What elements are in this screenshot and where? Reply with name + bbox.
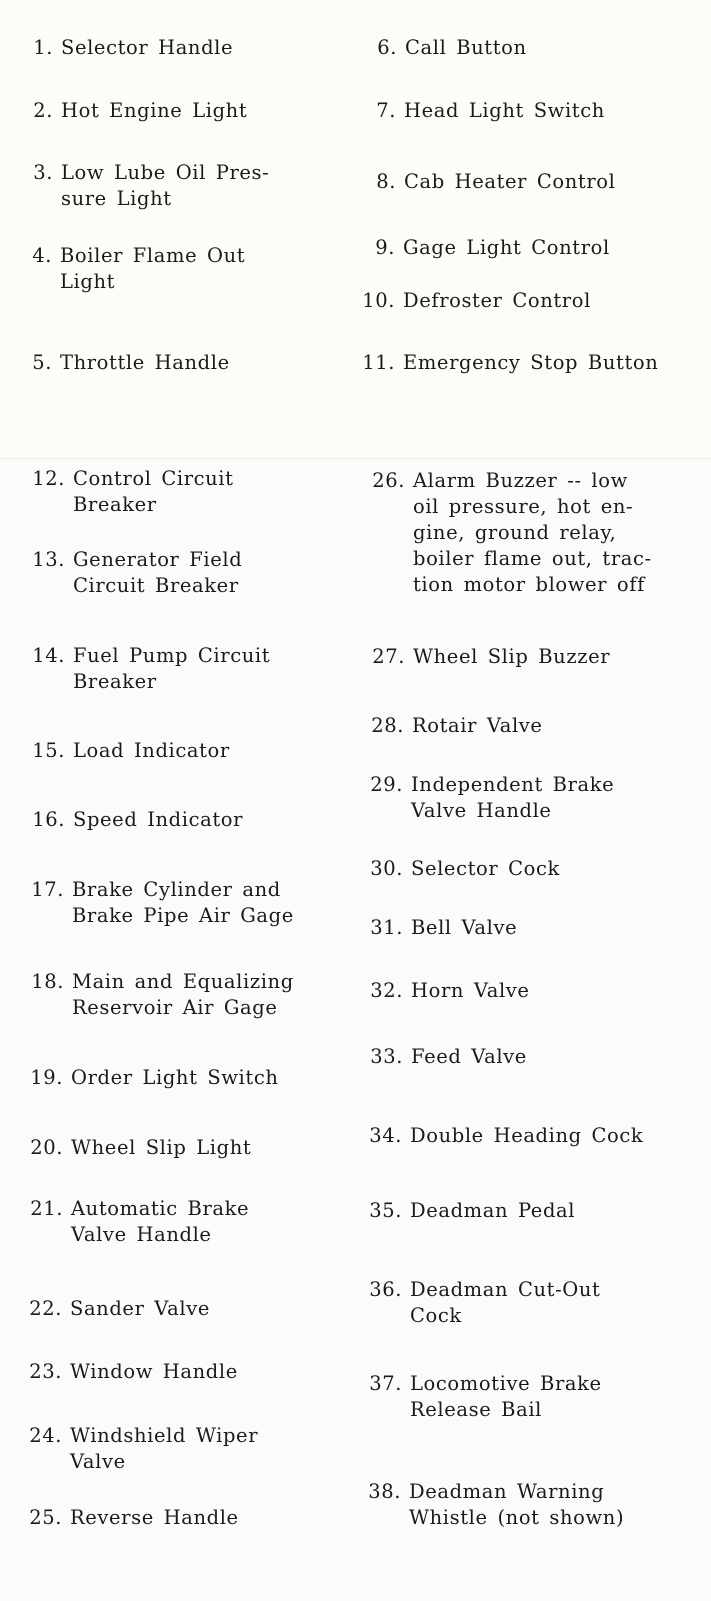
item-label — [72, 969, 294, 1021]
item-label — [73, 807, 243, 833]
legend-item-3 — [33, 160, 270, 212]
item-label-line: Wheel Slip Buzzer — [413, 645, 611, 668]
legend-item-28 — [371, 713, 543, 739]
legend-item-11 — [362, 350, 659, 376]
legend-item-22 — [29, 1296, 210, 1322]
legend-item-12 — [32, 466, 234, 518]
item-label — [61, 160, 269, 212]
item-number: 37. — [369, 1372, 402, 1395]
item-label-line: Rotair Valve — [412, 714, 543, 737]
item-number: 29. — [370, 773, 403, 796]
item-label-line: Light — [60, 270, 116, 293]
item-label — [410, 1198, 575, 1224]
legend-item-19 — [30, 1065, 279, 1091]
legend-item-15 — [32, 738, 230, 764]
item-label — [71, 1065, 279, 1091]
item-number: 22. — [29, 1297, 62, 1320]
legend-page-bottom — [0, 458, 711, 1601]
item-number: 38. — [368, 1480, 401, 1503]
item-label-line: Brake Pipe Air Gage — [72, 904, 294, 927]
item-label — [404, 98, 605, 124]
item-label-line: Call Button — [405, 36, 527, 59]
item-label — [61, 98, 247, 124]
item-label — [403, 235, 610, 261]
item-label-line: Independent Brake — [411, 773, 615, 796]
item-label-line: boiler flame out, trac- — [413, 547, 652, 570]
item-number: 27. — [372, 645, 405, 668]
legend-item-4 — [32, 243, 246, 295]
item-number: 25. — [29, 1506, 62, 1529]
item-number: 10. — [362, 289, 395, 312]
legend-item-16 — [32, 807, 244, 833]
item-label — [410, 1371, 602, 1423]
item-label — [61, 35, 233, 61]
item-number: 18. — [31, 970, 64, 993]
item-label-line: Valve Handle — [411, 799, 552, 822]
item-label — [411, 772, 614, 824]
item-label — [73, 738, 230, 764]
item-label-line: Defroster Control — [403, 289, 591, 312]
item-label-line: Locomotive Brake — [410, 1372, 602, 1395]
legend-item-35 — [369, 1198, 576, 1224]
legend-item-30 — [370, 856, 560, 882]
legend-page-top — [0, 0, 711, 458]
item-label — [71, 1135, 251, 1161]
legend-item-32 — [370, 978, 530, 1004]
item-label-line: Window Handle — [70, 1360, 238, 1383]
item-number: 12. — [32, 467, 65, 490]
item-label — [70, 1296, 210, 1322]
item-label — [403, 288, 591, 314]
item-number: 34. — [369, 1124, 402, 1147]
item-label-line: oil pressure, hot en- — [413, 495, 634, 518]
item-number: 3. — [33, 161, 53, 184]
legend-item-10 — [362, 288, 591, 314]
item-label — [413, 468, 652, 598]
item-number: 17. — [31, 878, 64, 901]
item-label-line: Valve Handle — [71, 1223, 212, 1246]
item-label — [70, 1359, 238, 1385]
item-number: 8. — [376, 170, 396, 193]
item-label-line: Fuel Pump Circuit — [73, 644, 271, 667]
item-label — [403, 350, 658, 376]
legend-item-17 — [31, 877, 294, 929]
legend-item-8 — [376, 169, 616, 195]
legend-item-33 — [370, 1044, 527, 1070]
item-label-line: Windshield Wiper — [70, 1424, 259, 1447]
legend-item-9 — [375, 235, 610, 261]
item-number: 24. — [29, 1424, 62, 1447]
item-label-line: Bell Valve — [411, 916, 518, 939]
item-number: 11. — [362, 351, 395, 374]
item-label — [72, 877, 294, 929]
legend-item-34 — [369, 1123, 644, 1149]
legend-item-37 — [369, 1371, 602, 1423]
item-number: 26. — [372, 469, 405, 492]
item-label — [60, 350, 230, 376]
item-label-line: Breaker — [73, 493, 157, 516]
item-label — [411, 856, 560, 882]
item-number: 15. — [32, 739, 65, 762]
item-label — [71, 1196, 249, 1248]
item-label-line: Reverse Handle — [70, 1506, 239, 1529]
item-label-line: Boiler Flame Out — [60, 244, 246, 267]
legend-item-2 — [33, 98, 248, 124]
item-number: 16. — [32, 808, 65, 831]
legend-item-31 — [370, 915, 518, 941]
item-label-line: Valve — [70, 1450, 126, 1473]
legend-item-27 — [372, 644, 611, 670]
item-number: 1. — [33, 36, 53, 59]
item-label — [404, 169, 615, 195]
item-label-line: Deadman Pedal — [410, 1199, 576, 1222]
item-label-line: Breaker — [73, 670, 157, 693]
item-label-line: Deadman Warning — [409, 1480, 605, 1503]
item-label-line: Feed Valve — [411, 1045, 527, 1068]
legend-item-13 — [32, 547, 243, 599]
item-label-line: Reservoir Air Gage — [72, 996, 278, 1019]
item-label-line: Circuit Breaker — [73, 574, 239, 597]
item-label-line: Load Indicator — [73, 739, 230, 762]
item-number: 9. — [375, 236, 395, 259]
legend-item-6 — [377, 35, 527, 61]
item-label-line: gine, ground relay, — [413, 521, 617, 544]
legend-item-20 — [30, 1135, 252, 1161]
item-label — [73, 547, 242, 599]
item-label — [60, 243, 245, 295]
item-label-line: tion motor blower off — [413, 573, 645, 596]
item-number: 4. — [32, 244, 52, 267]
item-label-line: Selector Handle — [61, 36, 234, 59]
item-number: 33. — [370, 1045, 403, 1068]
item-label — [413, 644, 610, 670]
item-number: 28. — [371, 714, 404, 737]
item-label — [411, 1044, 527, 1070]
item-label — [73, 643, 270, 695]
item-label-line: Selector Cock — [411, 857, 560, 880]
legend-item-26 — [372, 468, 652, 598]
item-label-line: Order Light Switch — [71, 1066, 279, 1089]
item-label-line: Wheel Slip Light — [71, 1136, 252, 1159]
legend-item-36 — [369, 1277, 601, 1329]
legend-item-29 — [370, 772, 615, 824]
item-label-line: Deadman Cut-Out — [410, 1278, 601, 1301]
item-label — [405, 35, 527, 61]
legend-item-21 — [30, 1196, 250, 1248]
legend-item-24 — [29, 1423, 259, 1475]
legend-item-5 — [32, 350, 230, 376]
item-label-line: Control Circuit — [73, 467, 234, 490]
item-number: 7. — [376, 99, 396, 122]
item-number: 36. — [369, 1278, 402, 1301]
item-label — [410, 1123, 643, 1149]
item-label-line: Low Lube Oil Pres- — [61, 161, 270, 184]
item-label-line: Sander Valve — [70, 1297, 210, 1320]
item-number: 31. — [370, 916, 403, 939]
item-label — [411, 978, 530, 1004]
legend-item-18 — [31, 969, 294, 1021]
item-number: 19. — [30, 1066, 63, 1089]
item-label-line: Alarm Buzzer -- low — [413, 469, 628, 492]
legend-item-7 — [376, 98, 605, 124]
item-label-line: Throttle Handle — [60, 351, 230, 374]
item-label-line: Whistle (not shown) — [409, 1506, 625, 1529]
item-label-line: Gage Light Control — [403, 236, 610, 259]
item-label-line: Automatic Brake — [71, 1197, 250, 1220]
item-label — [70, 1423, 258, 1475]
item-label-line: Hot Engine Light — [61, 99, 248, 122]
item-number: 14. — [32, 644, 65, 667]
item-label-line: Horn Valve — [411, 979, 530, 1002]
item-label-line: sure Light — [61, 187, 172, 210]
item-label-line: Cock — [410, 1304, 462, 1327]
item-number: 13. — [32, 548, 65, 571]
legend-item-14 — [32, 643, 271, 695]
item-number: 2. — [33, 99, 53, 122]
item-number: 23. — [29, 1360, 62, 1383]
item-number: 20. — [30, 1136, 63, 1159]
item-label — [412, 713, 543, 739]
legend-item-25 — [29, 1505, 239, 1531]
item-label-line: Brake Cylinder and — [72, 878, 281, 901]
item-label — [73, 466, 234, 518]
item-number: 21. — [30, 1197, 63, 1220]
item-number: 6. — [377, 36, 397, 59]
item-label-line: Generator Field — [73, 548, 243, 571]
item-label — [409, 1479, 624, 1531]
item-number: 35. — [369, 1199, 402, 1222]
item-label-line: Speed Indicator — [73, 808, 244, 831]
legend-item-23 — [29, 1359, 238, 1385]
item-label-line: Head Light Switch — [404, 99, 605, 122]
item-label — [411, 915, 517, 941]
item-label-line: Cab Heater Control — [404, 170, 616, 193]
legend-item-1 — [33, 35, 234, 61]
item-number: 5. — [32, 351, 52, 374]
item-label-line: Release Bail — [410, 1398, 542, 1421]
item-label — [70, 1505, 239, 1531]
item-label-line: Main and Equalizing — [72, 970, 294, 993]
item-number: 30. — [370, 857, 403, 880]
item-number: 32. — [370, 979, 403, 1002]
item-label-line: Double Heading Cock — [410, 1124, 644, 1147]
item-label — [410, 1277, 600, 1329]
item-label-line: Emergency Stop Button — [403, 351, 659, 374]
legend-item-38 — [368, 1479, 625, 1531]
